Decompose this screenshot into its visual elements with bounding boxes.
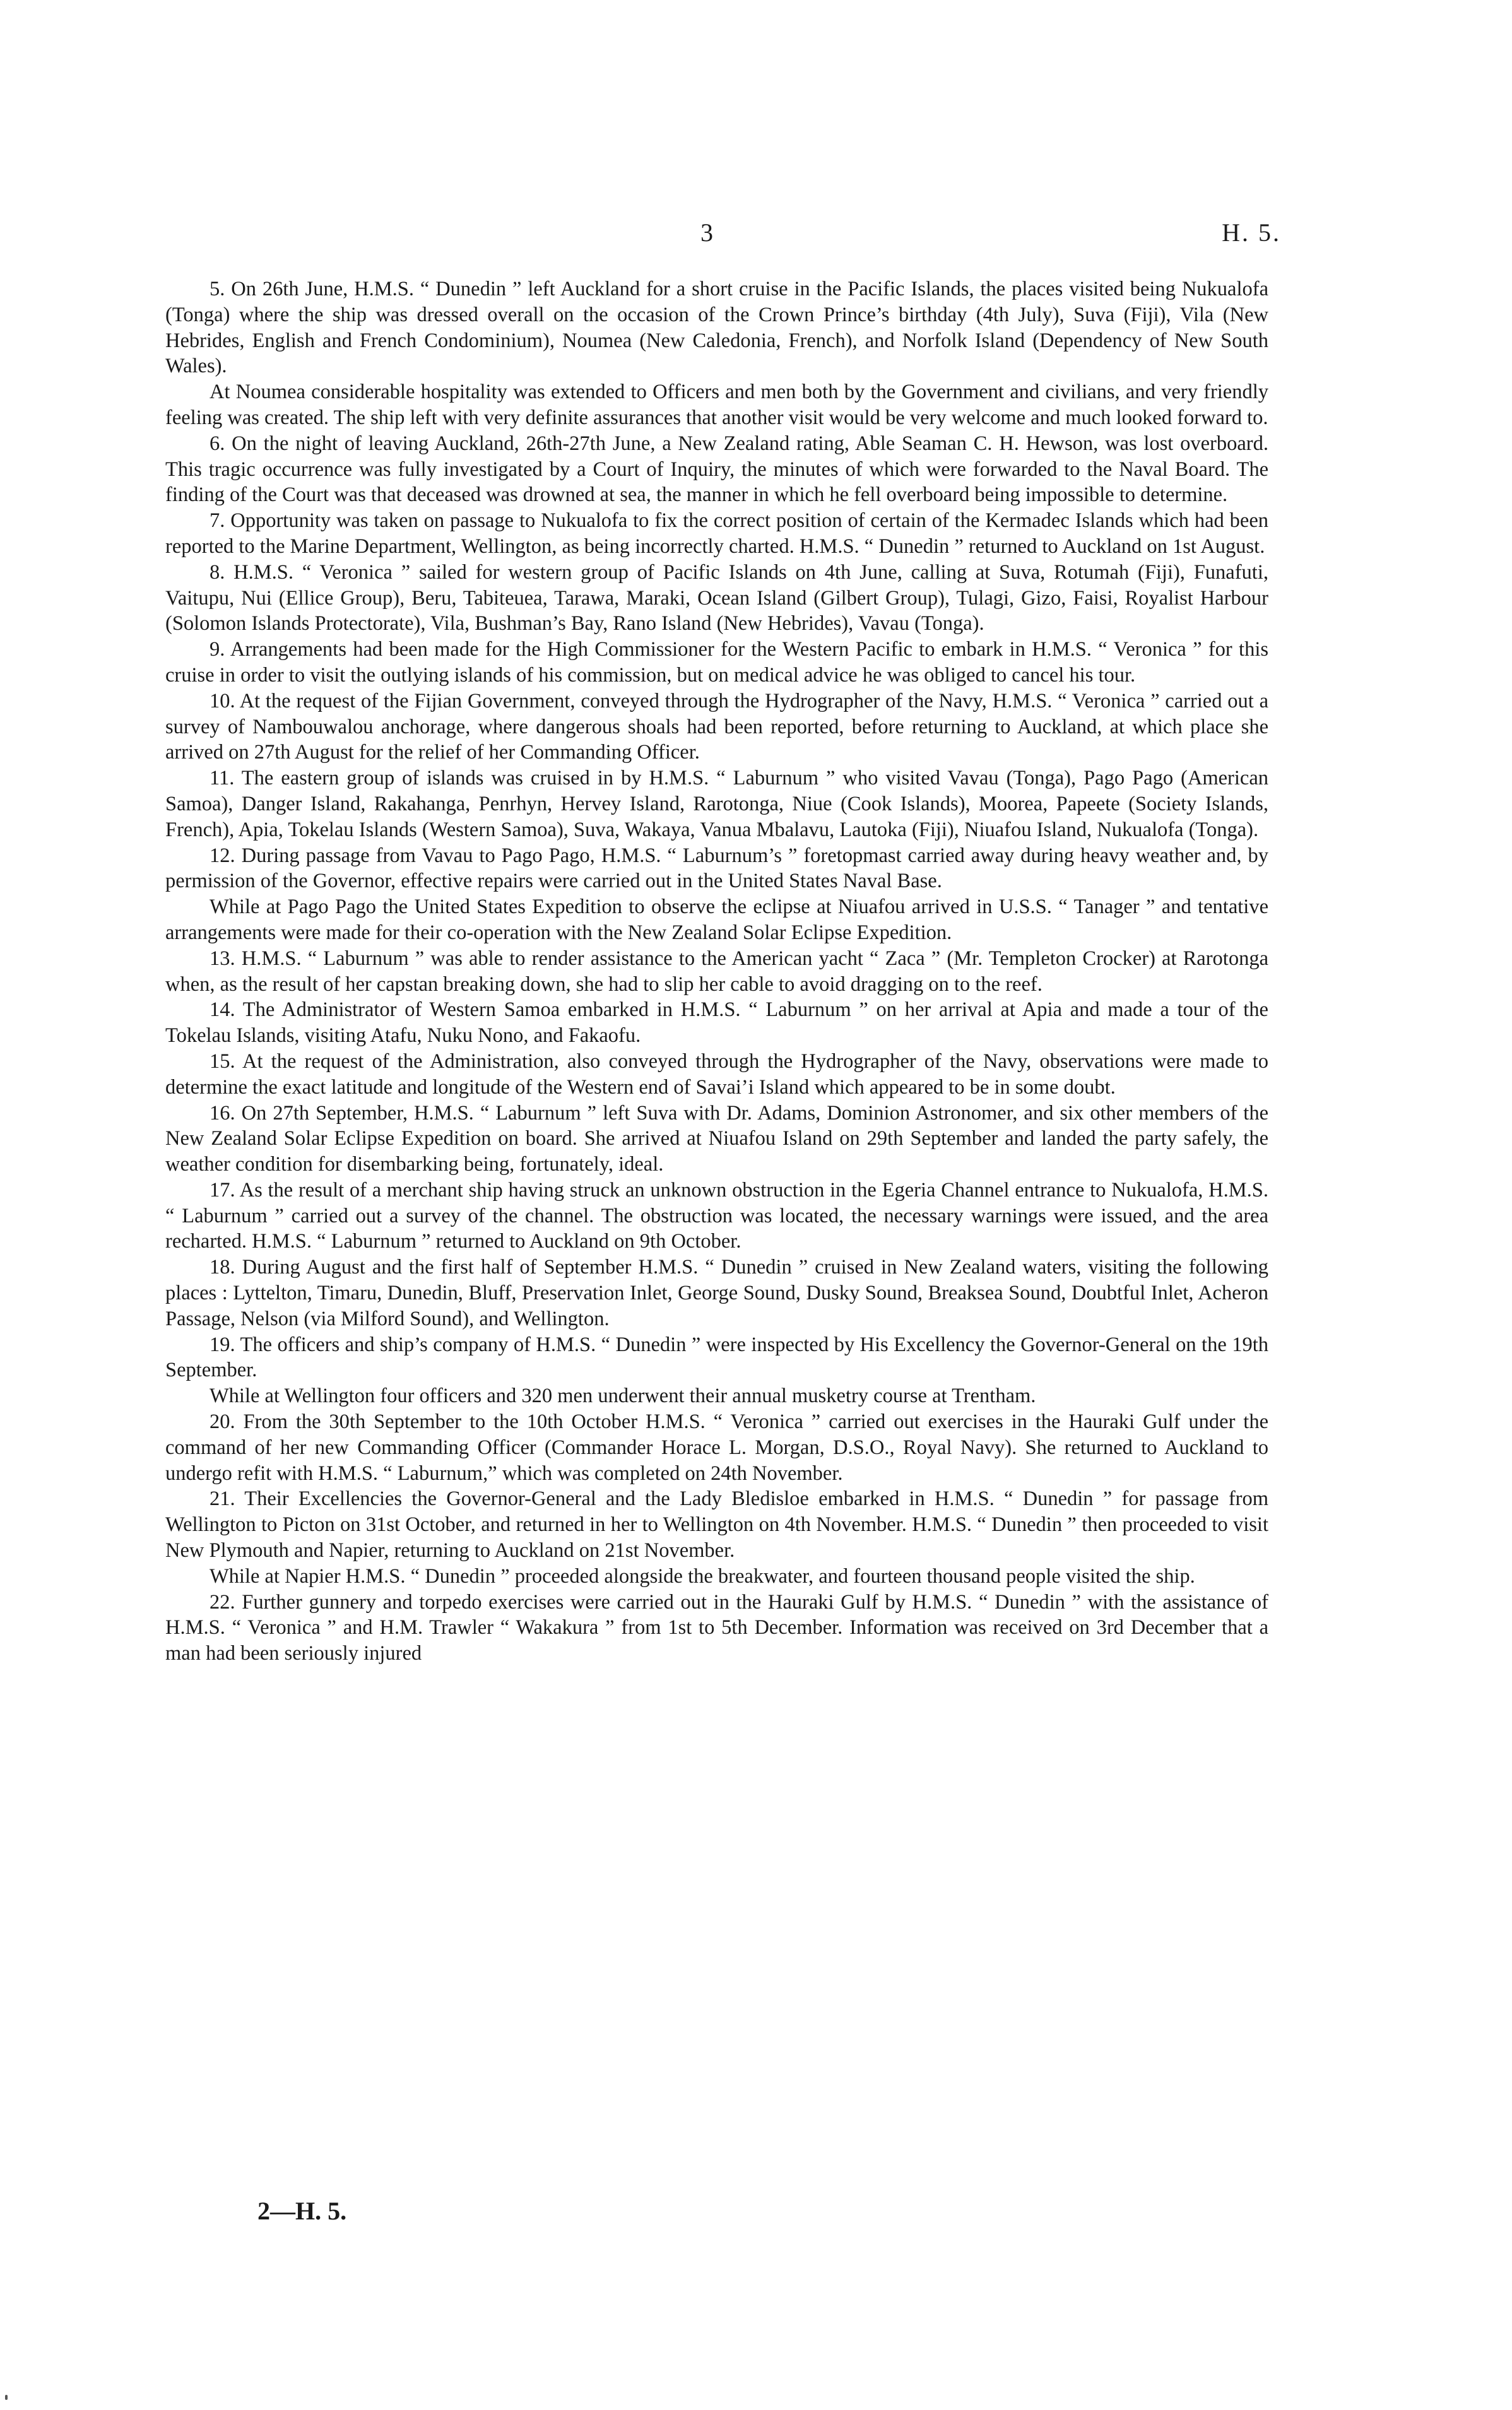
paragraph: 12. During passage from Vavau to Pago Pago, H.M.S. “ Laburnum’s ” foretopmast carried away during heavy weather and, by permission of the Governor, effective repairs were carried out in the United States Naval Base.: [165, 844, 1268, 893]
paragraph: 14. The Administrator of Western Samoa embarked in H.M.S. “ Laburnum ” on her arrival at Apia and made a tour of the Tokelau Islands, visiting Atafu, Nuku Nono, and Fakaofu.: [165, 998, 1268, 1048]
signature-mark: 2—H. 5.: [257, 2197, 347, 2225]
paragraph: 8. H.M.S. “ Veronica ” sailed for western group of Pacific Islands on 4th June, calling at Suva, Rotumah (Fiji), Funafuti, Vaitupu, Nui (Ellice Group), Beru, Tabiteuea, Tarawa, Maraki, Ocean Island (Gilbert Group), Tulagi, Gizo, Faisi, Royalist Harbour (Solomon Islands Protectorate), Vila, Bushman’s Bay, Rano Island (New Hebrides), Vavau (Tonga).: [165, 560, 1268, 635]
paragraph: 22. Further gunnery and torpedo exercises were carried out in the Hauraki Gulf by H.M.S. “ Dunedin ” with the assistance of H.M.S. “ Veronica ” and H.M. Trawler “ Wakakura ” from 1st to 5th December. Information was received on 3rd December that a man had been seriously injured: [165, 1590, 1268, 1665]
paragraph: While at Napier H.M.S. “ Dunedin ” proceeded alongside the breakwater, and fourteen thousand people visited the ship.: [210, 1564, 1195, 1588]
paragraph: 19. The officers and ship’s company of H.M.S. “ Dunedin ” were inspected by His Excellency the Governor-General on the 19th September.: [165, 1333, 1268, 1382]
paragraph: 18. During August and the first half of September H.M.S. “ Dunedin ” cruised in New Zealand waters, visiting the following places : Lyttelton, Timaru, Dunedin, Bluff, Preservation Inlet, George Sound, Dusky Sound, Breaksea Sound, Doubtful Inlet, Acheron Passage, Nelson (via Milford Sound), and Wellington.: [165, 1256, 1268, 1330]
paragraph: 11. The eastern group of islands was cruised in by H.M.S. “ Laburnum ” who visited Vavau (Tonga), Pago Pago (American Samoa), Danger Island, Rakahanga, Penrhyn, Hervey Island, Rarotonga, Niue (Cook Islands), Moorea, Papeete (Society Islands, French), Apia, Tokelau Islands (Western Samoa), Suva, Wakaya, Vanua Mbalavu, Lautoka (Fiji), Niuafou Island, Nukualofa (Tonga).: [165, 767, 1268, 841]
paragraph: While at Wellington four officers and 320 men underwent their annual musketry course at Trentham.: [210, 1385, 1036, 1408]
paragraph: 16. On 27th September, H.M.S. “ Laburnum ” left Suva with Dr. Adams, Dominion Astronomer, and six other members of the New Zealand Solar Eclipse Expedition on board. She arrived at Niuafou Island on 29th September and landed the party safely, the weather condition for disembarking being, fortunately, ideal.: [165, 1101, 1268, 1176]
paragraph: 15. At the request of the Administration, also conveyed through the Hydrographer of the Navy, observations were made to determine the exact latitude and longitude of the Western end of Savai’i Island which appeared to be in some doubt.: [165, 1049, 1268, 1099]
paragraph: While at Pago Pago the United States Expedition to observe the eclipse at Niuafou arrived in U.S.S. “ Tanager ” and tentative arrangements were made for their co-operation with the New Zealand Solar Eclipse Expedition.: [165, 895, 1268, 944]
paragraph: 7. Opportunity was taken on passage to Nukualofa to fix the correct position of certain of the Kermadec Islands which had been reported to the Marine Department, Wellington, as being incorrectly charted. H.M.S. “ Dunedin ” returned to Auckland on 1st August.: [165, 509, 1268, 558]
document-reference: H. 5.: [1222, 218, 1281, 247]
paragraph: 9. Arrangements had been made for the High Commissioner for the Western Pacific to embark in H.M.S. “ Veronica ” for this cruise in order to visit the outlying islands of his commission, but on medical advice he was obliged to cancel his tour.: [165, 638, 1268, 687]
paragraph: At Noumea considerable hospitality was extended to Officers and men both by the Government and civilians, and very friendly feeling was created. The ship left with very definite assurances that another visit would be very welcome and much looked forward to.: [165, 381, 1268, 429]
body-text: [165, 276, 1268, 1667]
paragraph: 13. H.M.S. “ Laburnum ” was able to render assistance to the American yacht “ Zaca ” (Mr. Templeton Crocker) at Rarotonga when, as the result of her capstan breaking down, she had to slip her cable to avoid dragging on to the reef.: [165, 947, 1268, 996]
page-number: 3: [700, 218, 713, 247]
scan-artifact: [5, 2395, 8, 2400]
paragraph: 21. Their Excellencies the Governor-General and the Lady Bledisloe embarked in H.M.S. “ Dunedin ” for passage from Wellington to Picton on 31st October, and returned in her to Wellington on 4th November. H.M.S. “ Dunedin ” then proceeded to visit New Plymouth and Napier, returning to Auckland on 21st November.: [165, 1487, 1268, 1562]
paragraph: 20. From the 30th September to the 10th October H.M.S. “ Veronica ” carried out exercises in the Hauraki Gulf under the command of her new Commanding Officer (Commander Horace L. Morgan, D.S.O., Royal Navy). She returned to Auckland to undergo refit with H.M.S. “ Laburnum,” which was completed on 24th November.: [165, 1410, 1268, 1485]
paragraph: 10. At the request of the Fijian Government, conveyed through the Hydrographer of the Navy, H.M.S. “ Veronica ” carried out a survey of Nambouwalou anchorage, where dangerous shoals had been reported, before returning to Auckland, at which place she arrived on 27th August for the relief of her Commanding Officer.: [165, 689, 1268, 764]
paragraph: 5. On 26th June, H.M.S. “ Dunedin ” left Auckland for a short cruise in the Pacific Islands, the places visited being Nukualofa (Tonga) where the ship was dressed overall on the occasion of the Crown Prince’s birthday (4th July), Suva (Fiji), Vila (New Hebrides, English and French Condominium), Noumea (New Caledonia, French), and Norfolk Island (Dependency of New South Wales).: [165, 278, 1268, 378]
paragraph: 17. As the result of a merchant ship having struck an unknown obstruction in the Egeria Channel entrance to Nukualofa, H.M.S. “ Laburnum ” carried out a survey of the channel. The obstruction was located, the necessary warnings were issued, and the area recharted. H.M.S. “ Laburnum ” returned to Auckland on 9th October.: [165, 1178, 1268, 1253]
paragraph: 6. On the night of leaving Auckland, 26th-27th June, a New Zealand rating, Able Seaman C. H. Hewson, was lost overboard. This tragic occurrence was fully investigated by a Court of Inquiry, the minutes of which were forwarded to the Naval Board. The finding of the Court was that deceased was drowned at sea, the manner in which he fell overboard being impossible to determine.: [165, 432, 1268, 507]
